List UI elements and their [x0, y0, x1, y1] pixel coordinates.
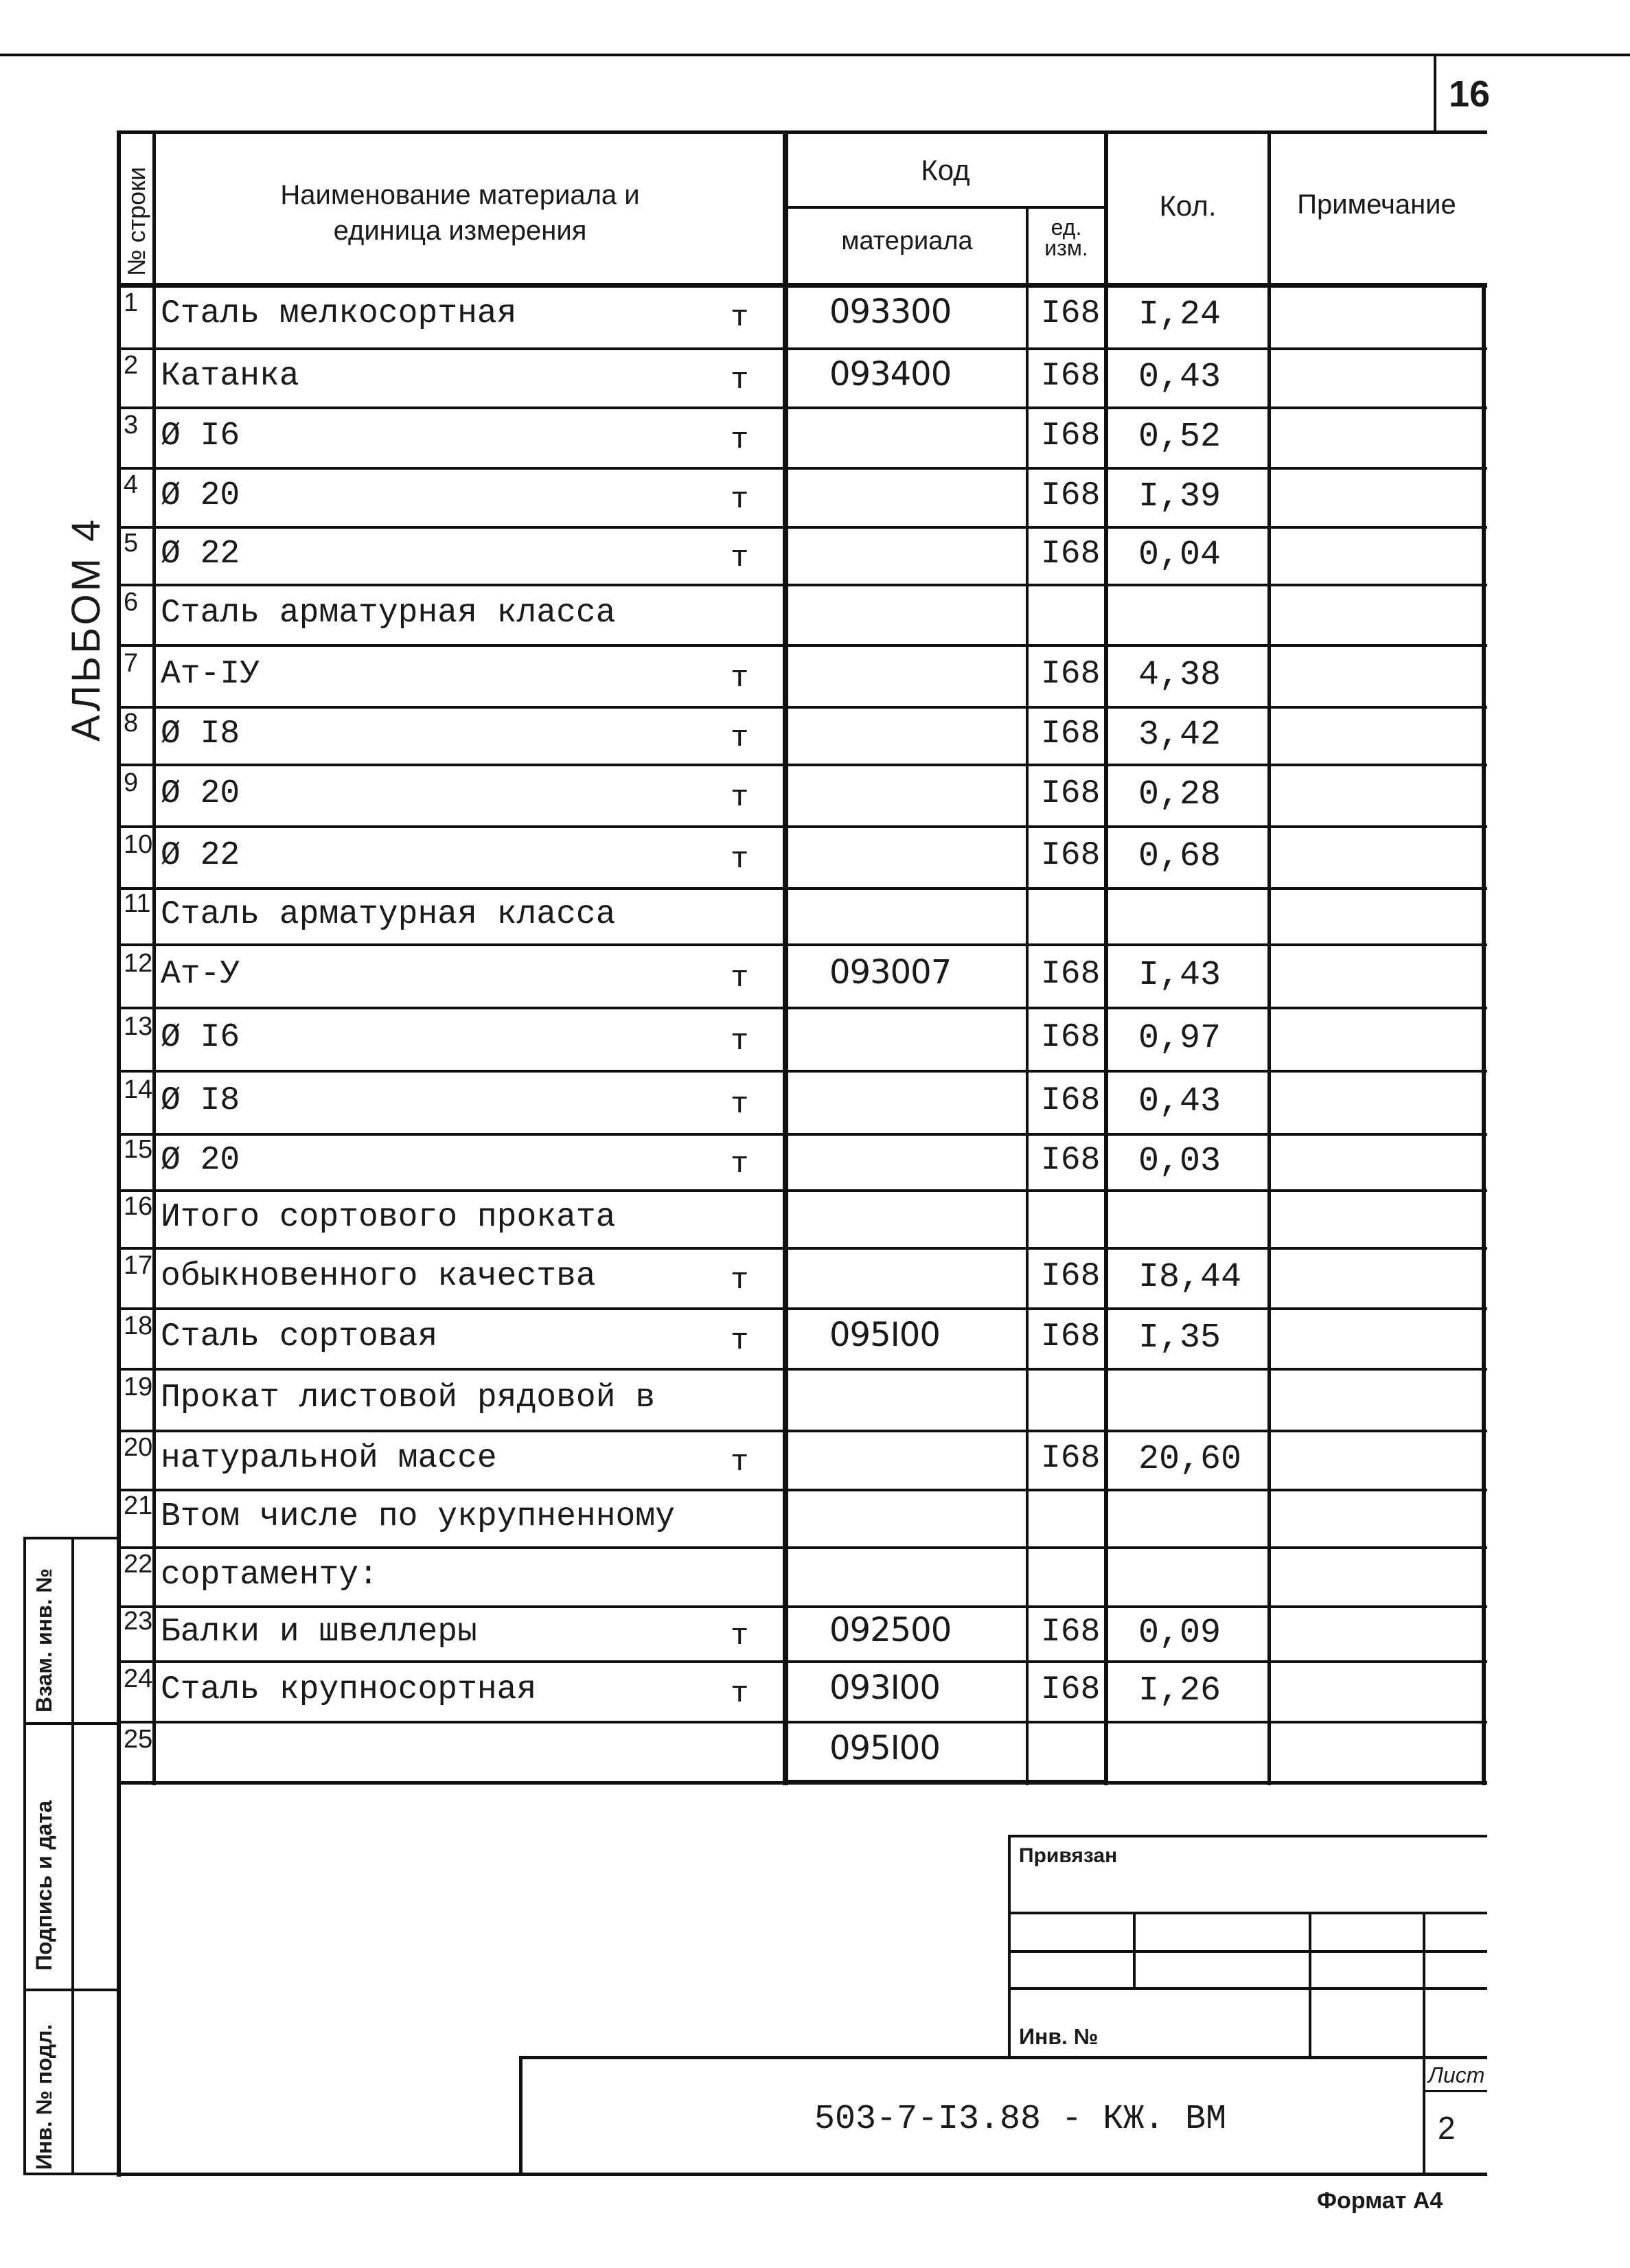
quantity: 0,09: [1138, 1614, 1221, 1653]
row-number: 10: [124, 830, 153, 859]
material-name: Втом числе по укрупненному: [161, 1498, 675, 1535]
row-number: 4: [124, 470, 139, 499]
unit-of-measure: т: [731, 301, 749, 335]
unit-code: I68: [1041, 1614, 1101, 1651]
quantity: I,39: [1138, 477, 1221, 516]
unit-code: I68: [1041, 1318, 1101, 1355]
unit-code: I68: [1041, 1440, 1101, 1477]
document-designation: 503-7-I3.88 - КЖ. ВМ: [814, 2100, 1227, 2139]
row-number: 8: [124, 709, 139, 737]
header-code-material: материала: [841, 227, 973, 255]
row-number: 14: [124, 1075, 153, 1104]
unit-code: I68: [1041, 1019, 1101, 1056]
material-name: Ат-IУ: [161, 656, 260, 693]
stamp-vzam-inv: Взам. инв. №: [32, 1568, 56, 1713]
page-number: 16: [1449, 73, 1491, 115]
quantity: I8,44: [1138, 1258, 1242, 1297]
unit-code: I68: [1041, 358, 1101, 395]
header-note: Примечание: [1297, 190, 1456, 220]
row-number: 21: [124, 1491, 153, 1520]
quantity: 0,52: [1138, 417, 1221, 457]
material-name: Ø 22: [161, 837, 240, 874]
material-name: обыкновенного качества: [161, 1258, 596, 1295]
unit-code: I68: [1041, 956, 1101, 993]
row-number: 22: [124, 1550, 153, 1579]
quantity: I,43: [1138, 956, 1221, 995]
unit-code: I68: [1041, 1142, 1101, 1179]
row-number: 20: [124, 1433, 153, 1462]
quantity: I,24: [1138, 295, 1221, 334]
unit-code: I68: [1041, 295, 1101, 332]
quantity: 0,43: [1138, 358, 1221, 397]
material-name: Ø 20: [161, 1142, 240, 1179]
material-code: 095I00: [829, 1316, 940, 1354]
row-number: 3: [124, 411, 139, 439]
album-label: АЛЬБОМ 4: [64, 516, 108, 742]
row-number: 25: [124, 1725, 153, 1754]
quantity: 3,42: [1138, 715, 1221, 755]
quantity: 0,43: [1138, 1082, 1221, 1121]
row-number: 16: [124, 1192, 153, 1221]
unit-of-measure: т: [731, 1619, 749, 1653]
unit-of-measure: т: [731, 1677, 749, 1711]
row-number: 1: [124, 288, 139, 317]
material-name: сортаменту:: [161, 1557, 378, 1594]
row-number: 24: [124, 1664, 153, 1693]
unit-code: I68: [1041, 656, 1101, 693]
row-number: 17: [124, 1251, 153, 1280]
material-name: Итого сортового проката: [161, 1199, 616, 1236]
unit-code: I68: [1041, 837, 1101, 874]
material-code: 093I00: [829, 1669, 940, 1707]
page-number-divider: [1434, 55, 1436, 130]
header-code: Код: [921, 154, 970, 186]
quantity: 0,03: [1138, 1142, 1221, 1181]
unit-of-measure: т: [731, 1263, 749, 1298]
unit-of-measure: т: [731, 1445, 749, 1480]
material-name: Сталь арматурная класса: [161, 595, 616, 632]
row-number: 12: [124, 949, 153, 978]
unit-code: I68: [1041, 715, 1101, 753]
unit-of-measure: т: [731, 781, 749, 815]
material-name: Ø I6: [161, 417, 240, 455]
row-number: 18: [124, 1311, 153, 1340]
material-name: Сталь арматурная класса: [161, 896, 616, 933]
unit-code: I68: [1041, 775, 1101, 812]
quantity: I,35: [1138, 1318, 1221, 1358]
row-number: 6: [124, 588, 139, 617]
sheet-number: 2: [1438, 2110, 1456, 2146]
quantity: 0,04: [1138, 536, 1221, 575]
unit-code: I68: [1041, 1671, 1101, 1708]
material-name: Ø 22: [161, 536, 240, 573]
quantity: 0,97: [1138, 1019, 1221, 1058]
material-code: 093007: [829, 953, 952, 992]
material-name: Ø 20: [161, 775, 240, 812]
row-number: 11: [124, 889, 151, 918]
format-label: Формат А4: [1317, 2188, 1443, 2214]
material-name: Ат-У: [161, 956, 240, 993]
material-name: Катанка: [161, 358, 299, 395]
material-code: 095I00: [829, 1729, 940, 1767]
unit-of-measure: т: [731, 541, 749, 575]
unit-of-measure: т: [731, 961, 749, 996]
material-name: Ø I8: [161, 715, 240, 753]
material-name: Сталь сортовая: [161, 1318, 438, 1355]
material-code: 093300: [829, 293, 952, 331]
header-name: Наименование материала и единица измерения: [280, 180, 640, 246]
row-number: 15: [124, 1135, 153, 1164]
row-number: 7: [124, 649, 139, 678]
material-name: Сталь мелкосортная: [161, 295, 517, 332]
unit-of-measure: т: [731, 661, 749, 696]
privyazan-label: Привязан: [1019, 1844, 1118, 1867]
material-name: Прокат листовой рядовой в: [161, 1379, 656, 1417]
unit-code: I68: [1041, 417, 1101, 455]
inv-no-label: Инв. №: [1019, 2024, 1099, 2049]
stamp-podpis-data: Подпись и дата: [32, 1800, 56, 1971]
material-code: 092500: [829, 1611, 952, 1649]
row-number: 5: [124, 529, 139, 558]
row-number: 13: [124, 1012, 153, 1041]
material-name: Ø I6: [161, 1019, 240, 1056]
material-name: натуральной массе: [161, 1440, 497, 1477]
unit-of-measure: т: [731, 1088, 749, 1122]
quantity: 20,60: [1138, 1440, 1242, 1479]
unit-of-measure: т: [731, 1024, 749, 1059]
row-number: 19: [124, 1373, 153, 1401]
unit-of-measure: т: [731, 721, 749, 755]
unit-code: I68: [1041, 1082, 1101, 1119]
material-name: Сталь крупносортная: [161, 1671, 537, 1708]
stamp-inv-podl: Инв. № подл.: [32, 2024, 56, 2170]
unit-of-measure: т: [731, 1147, 749, 1182]
row-number: 9: [124, 768, 139, 797]
header-row-no: № строки: [122, 166, 150, 276]
sheet-label: Лист: [1428, 2063, 1485, 2087]
unit-of-measure: т: [731, 483, 749, 517]
header-qty: Кол.: [1159, 190, 1217, 222]
row-number: 2: [124, 351, 139, 380]
material-code: 093400: [829, 355, 952, 393]
top-rule: [0, 54, 1630, 56]
quantity: 0,28: [1138, 775, 1221, 814]
material-name: Балки и швеллеры: [161, 1614, 477, 1651]
material-name: Ø 20: [161, 477, 240, 514]
unit-code: I68: [1041, 477, 1101, 514]
quantity: 0,68: [1138, 837, 1221, 876]
unit-of-measure: т: [731, 843, 749, 877]
material-name: Ø I8: [161, 1082, 240, 1119]
unit-of-measure: т: [731, 423, 749, 457]
row-number: 23: [124, 1607, 153, 1636]
unit-code: I68: [1041, 1258, 1101, 1295]
unit-code: I68: [1041, 536, 1101, 573]
unit-of-measure: т: [731, 1324, 749, 1358]
header-code-unit: ед. изм.: [1044, 215, 1088, 260]
quantity: I,26: [1138, 1671, 1221, 1710]
unit-of-measure: т: [731, 363, 749, 398]
quantity: 4,38: [1138, 656, 1221, 695]
